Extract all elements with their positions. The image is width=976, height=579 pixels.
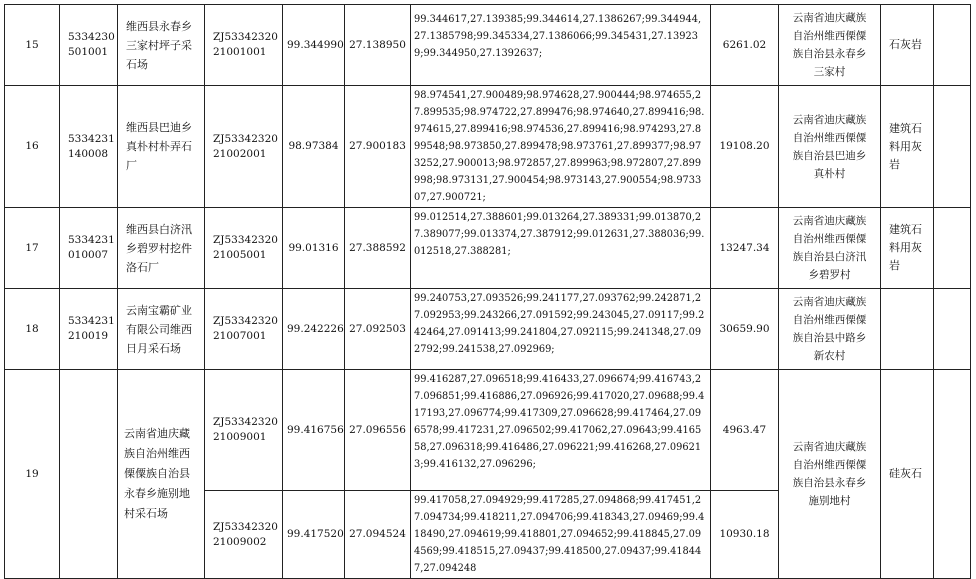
longitude: 98.97384 bbox=[283, 86, 345, 208]
mineral-type: 石灰岩 bbox=[881, 5, 934, 86]
latitude: 27.094524 bbox=[345, 491, 411, 579]
address: 云南省迪庆藏族 自治州维西傈僳 族自治县永春乡 三家村 bbox=[779, 5, 881, 86]
license-number: ZJ53342320 21007001 bbox=[205, 289, 283, 370]
blank-cell bbox=[934, 208, 971, 289]
blank-cell bbox=[934, 370, 971, 579]
table-row bbox=[5, 289, 971, 370]
longitude: 99.416756 bbox=[283, 370, 345, 491]
mine-code: 5334231 140008 bbox=[60, 86, 118, 208]
table-row bbox=[5, 86, 971, 208]
license-number: ZJ53342320 21009001 bbox=[205, 370, 283, 491]
longitude: 99.417520 bbox=[283, 491, 345, 579]
latitude: 27.092503 bbox=[345, 289, 411, 370]
mine-name: 云南宝霸矿业 有限公司维西 日月采石场 bbox=[118, 289, 205, 370]
mineral-type bbox=[881, 289, 934, 370]
mine-code bbox=[60, 370, 118, 579]
license-number: ZJ53342320 21002001 bbox=[205, 86, 283, 208]
longitude: 99.344990 bbox=[283, 5, 345, 86]
latitude: 27.138950 bbox=[345, 5, 411, 86]
latitude: 27.900183 bbox=[345, 86, 411, 208]
mineral-type: 建筑石 料用灰 岩 bbox=[881, 208, 934, 289]
table-row bbox=[5, 5, 971, 86]
table-row bbox=[5, 370, 971, 491]
boundary-coordinates: 99.344617,27.139385;99.344614,27.1386267;99.344944,27.1385798;99.345334,27.1386066;99.345431,27.139239;99.344950,27.1392637; bbox=[411, 5, 711, 86]
area-value: 30659.90 bbox=[711, 289, 779, 370]
mine-code: 5334231 010007 bbox=[60, 208, 118, 289]
row-number: 17 bbox=[5, 208, 60, 289]
latitude: 27.388592 bbox=[345, 208, 411, 289]
mineral-type: 建筑石 料用灰 岩 bbox=[881, 86, 934, 208]
boundary-coordinates: 99.012514,27.388601;99.013264,27.389331;99.013870,27.389077;99.013374,27.387912;99.012631,27.388036;99.012518,27.388281; bbox=[411, 208, 711, 289]
longitude: 99.01316 bbox=[283, 208, 345, 289]
row-number: 18 bbox=[5, 289, 60, 370]
blank-cell bbox=[934, 86, 971, 208]
mine-code: 5334231 210019 bbox=[60, 289, 118, 370]
boundary-coordinates: 99.240753,27.093526;99.241177,27.093762;99.242871,27.092953;99.243266,27.091592;99.243045,27.09117;99.242464,27.091413;99.241804,27.092115;99.241348,27.092792;99.241538,27.092969; bbox=[411, 289, 711, 370]
area-value: 6261.02 bbox=[711, 5, 779, 86]
mine-name: 维西县白济汛 乡碧罗村挖件 洛石厂 bbox=[118, 208, 205, 289]
blank-cell bbox=[934, 5, 971, 86]
address: 云南省迪庆藏族 自治州维西傈僳 族自治县中路乡 新农村 bbox=[779, 289, 881, 370]
area-value: 4963.47 bbox=[711, 370, 779, 491]
area-value: 13247.34 bbox=[711, 208, 779, 289]
boundary-coordinates: 98.974541,27.900489;98.974628,27.900444;98.974655,27.899535;98.974722,27.899476;98.974640,27.899416;98.974615,27.899416;98.974536,27.899416;98.974293,27.899548;98.973850,27.899478;98.973761,27.899377;98.973252,27.900013;98.972857,27.899963;98.972807,27.899998;98.973131,27.900454;98.973143,27.900554;98.973307,27.900721; bbox=[411, 86, 711, 208]
area-value: 19108.20 bbox=[711, 86, 779, 208]
row-number: 19 bbox=[5, 370, 60, 579]
table-row bbox=[5, 208, 971, 289]
address: 云南省迪庆藏族 自治州维西傈僳 族自治县巴迪乡 真朴村 bbox=[779, 86, 881, 208]
license-number: ZJ53342320 21001001 bbox=[205, 5, 283, 86]
row-number: 15 bbox=[5, 5, 60, 86]
mine-name: 维西县巴迪乡 真朴村朴弄石 厂 bbox=[118, 86, 205, 208]
mine-records-table bbox=[4, 4, 971, 579]
longitude: 99.242226 bbox=[283, 289, 345, 370]
license-number: ZJ53342320 21005001 bbox=[205, 208, 283, 289]
latitude: 27.096556 bbox=[345, 370, 411, 491]
license-number: ZJ53342320 21009002 bbox=[205, 491, 283, 579]
mine-name: 维西县永春乡 三家村坪子采 石场 bbox=[118, 5, 205, 86]
mine-code: 5334230 501001 bbox=[60, 5, 118, 86]
blank-cell bbox=[934, 289, 971, 370]
row-number: 16 bbox=[5, 86, 60, 208]
mineral-type: 硅灰石 bbox=[881, 370, 934, 579]
boundary-coordinates: 99.417058,27.094929;99.417285,27.094868;99.417451,27.094734;99.418211,27.094706;99.418343,27.09469;99.418490,27.094619;99.418801,27.094652;99.418845,27.094569;99.418515,27.09437;99.418500,27.09437;99.418447,27.094248 bbox=[411, 491, 711, 579]
boundary-coordinates: 99.416287,27.096518;99.416433,27.096674;99.416743,27.096851;99.416886,27.096926;99.417020,27.09688;99.417193,27.096774;99.417309,27.096628;99.417464,27.096578;99.417231,27.096502;99.417062,27.09643;99.416558,27.096318;99.416486,27.096221;99.416268,27.096213;99.416132,27.096296; bbox=[411, 370, 711, 491]
mine-name: 云南省迪庆藏 族自治州维西 傈僳族自治县 永春乡施别地 村采石场 bbox=[118, 370, 205, 579]
area-value: 10930.18 bbox=[711, 491, 779, 579]
address: 云南省迪庆藏族 自治州维西傈僳 族自治县永春乡 施别地村 bbox=[779, 370, 881, 579]
address: 云南省迪庆藏族 自治州维西傈僳 族自治县白济汛 乡碧罗村 bbox=[779, 208, 881, 289]
